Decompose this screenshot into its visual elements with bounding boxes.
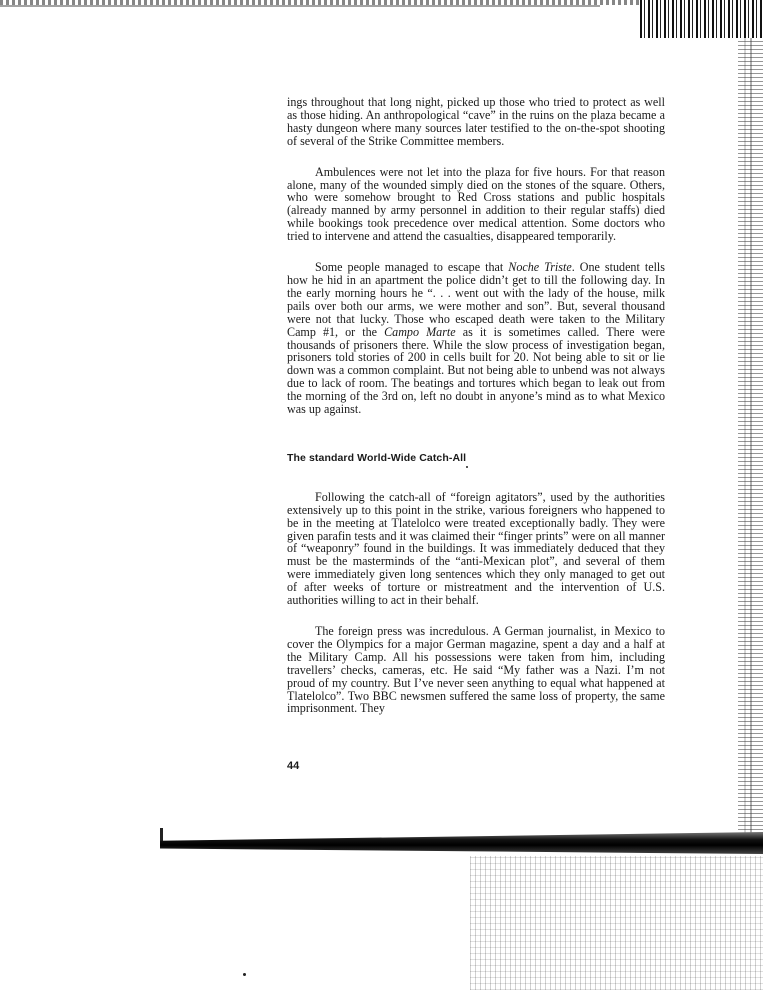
paragraph: ings throughout that long night, picked up those who tried to protect as well as those hiding. An anthropological “cave” in the ruins on the plaza became a hasty dungeon where many sources later testified to the on-the-spot shooting of several of the Strike Committee members. xyxy=(287,95,665,148)
page-body xyxy=(287,96,665,715)
paragraph: Following the catch-all of “foreign agitators”, used by the authorities extensively up to this point in the strike, various foreigners who happened to be in the meeting at Tlatelolco were treated exceptionally badly. They were given parafin tests and it was claimed their “finger prints” were on all manner of “weaponry” found in the buildings. It was immediately deduced that they must be the masterminds of the “anti-Mexican plot”, and several of them were immediately given long sentences which they only managed to get out of after weeks of torture or mistreatment and the intervention of U.S. authorities willing to act in their behalf. xyxy=(287,489,665,608)
paragraph: Ambulences were not let into the plaza for five hours. For that reason alone, many of the wounded simply died on the stones of the square. Others, who were somehow brought to Red Cross stations and public hospitals (already manned by army personnel in addition to their regular staffs) died while bookings took precedence over medical attention. Some doctors who tried to intervene and attend the casualties, disappeared temporarily. xyxy=(287,164,665,244)
paragraph: The foreign press was incredulous. A German journalist, in Mexico to cover the Olympics for a major German magazine, spent a day and a half at the Military Camp. All his possessions were taken from him, including travellers’ checks, cameras, etc. He said “My father was a Nazi. I’m not proud of my country. But I’ve never seen anything to equal what happened at Tlatelolco”. Two BBC newsmen suffered the same loss of property, the same imprisonment. They xyxy=(287,624,665,716)
paragraph-text: . One student tells how he hid in an apartment the police didn’t get to till the following day. In the early morning hours he “. . . went out with the lady of the house, milk pails over both our arms, we were mother and son”. But, several thousand were not that lucky. Those who escaped death were taken to the Military Camp #1, or the xyxy=(287,260,665,339)
paragraph-text: Some people managed to escape that xyxy=(315,260,509,275)
scan-top-rule xyxy=(0,5,600,7)
italic-term: Noche Triste xyxy=(508,260,572,275)
scan-bottom-noise xyxy=(470,856,763,990)
page-number: 44 xyxy=(287,760,300,772)
italic-term: Campo Marte xyxy=(384,324,456,339)
paragraph xyxy=(287,261,665,416)
paragraph-text: as it is sometimes called. There were thousands of prisoners there. While the slow process of investigation began, prisoners told stories of 200 in cells built for 20. Not being able to sit or lie down was a common complaint. But not being able to unbend was not always due to lack of room. The beatings and tortures which began to leak out from the morning of the 3rd on, left no doubt in anyone’s mind as to what Mexico was up against. xyxy=(287,324,665,417)
scan-speck xyxy=(243,973,246,976)
scan-binding-top xyxy=(640,0,763,38)
scan-binding-right xyxy=(738,38,763,838)
scan-bottom-shadow xyxy=(160,832,763,854)
section-heading: The standard World-Wide Catch-All xyxy=(287,451,467,464)
